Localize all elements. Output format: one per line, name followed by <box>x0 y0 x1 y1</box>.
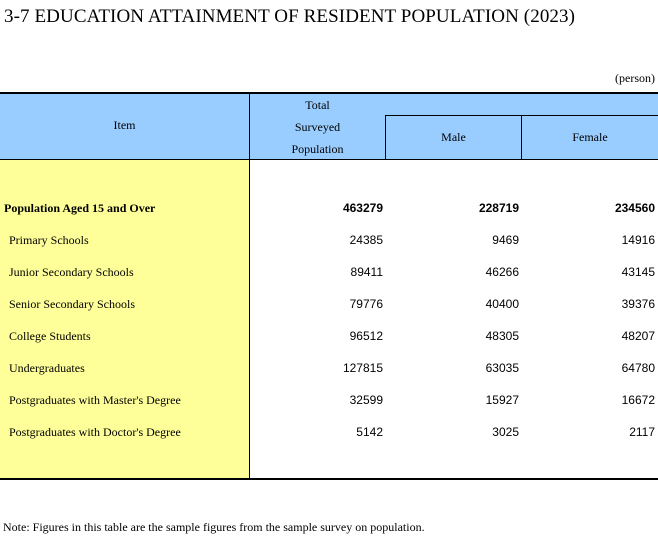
row-item: College Students <box>9 329 91 343</box>
row-total: 32599 <box>349 393 383 407</box>
education-table <box>0 92 658 480</box>
row-item: Undergraduates <box>9 361 85 375</box>
row-total: 463279 <box>342 201 383 215</box>
row-item: Postgraduates with Master's Degree <box>9 393 181 407</box>
table-row <box>0 192 658 224</box>
table-row <box>0 320 658 352</box>
row-female: 2117 <box>629 425 655 439</box>
table-row <box>0 224 658 256</box>
table-title: 3-7 EDUCATION ATTAINMENT OF RESIDENT POPULATION (2023) <box>4 6 576 27</box>
row-item: Postgraduates with Doctor's Degree <box>9 425 181 439</box>
row-male: 40400 <box>485 297 519 311</box>
footnote: Note: Figures in this table are the sample figures from the sample survey on population. <box>3 520 425 534</box>
row-female: 16672 <box>621 393 655 407</box>
table-row <box>0 352 658 384</box>
row-female: 48207 <box>621 329 655 343</box>
row-male: 228719 <box>478 201 519 215</box>
row-female: 43145 <box>621 265 655 279</box>
row-male: 15927 <box>485 393 519 407</box>
row-item: Senior Secondary Schools <box>9 297 135 311</box>
row-female: 14916 <box>621 233 655 247</box>
row-total: 24385 <box>349 233 383 247</box>
table-row <box>0 288 658 320</box>
table-row <box>0 256 658 288</box>
header-male: Male <box>441 130 466 144</box>
row-item: Primary Schools <box>9 233 89 247</box>
row-male: 63035 <box>485 361 519 375</box>
header-total-line-1: Total <box>305 97 330 112</box>
unit-label: (person) <box>615 71 655 85</box>
header-total <box>250 94 385 159</box>
row-total: 5142 <box>356 425 383 439</box>
row-total: 79776 <box>349 297 383 311</box>
header-female: Female <box>572 130 608 144</box>
row-total: 127815 <box>342 361 383 375</box>
header-item: Item <box>113 118 136 132</box>
row-female: 64780 <box>621 361 655 375</box>
header-total-line-3: Population <box>291 141 344 156</box>
row-female: 39376 <box>621 297 655 311</box>
table-row <box>0 384 658 416</box>
row-total: 89411 <box>350 265 383 279</box>
row-male: 3025 <box>492 425 519 439</box>
row-male: 48305 <box>485 329 519 343</box>
bottom-rule <box>0 478 658 480</box>
row-item: Population Aged 15 and Over <box>4 201 156 215</box>
table-row <box>0 416 658 448</box>
header-total-line-2: Surveyed <box>294 119 341 134</box>
row-item: Junior Secondary Schools <box>9 265 134 279</box>
row-male: 46266 <box>485 265 519 279</box>
row-female: 234560 <box>614 201 655 215</box>
row-total: 96512 <box>349 329 383 343</box>
row-male: 9469 <box>492 233 519 247</box>
